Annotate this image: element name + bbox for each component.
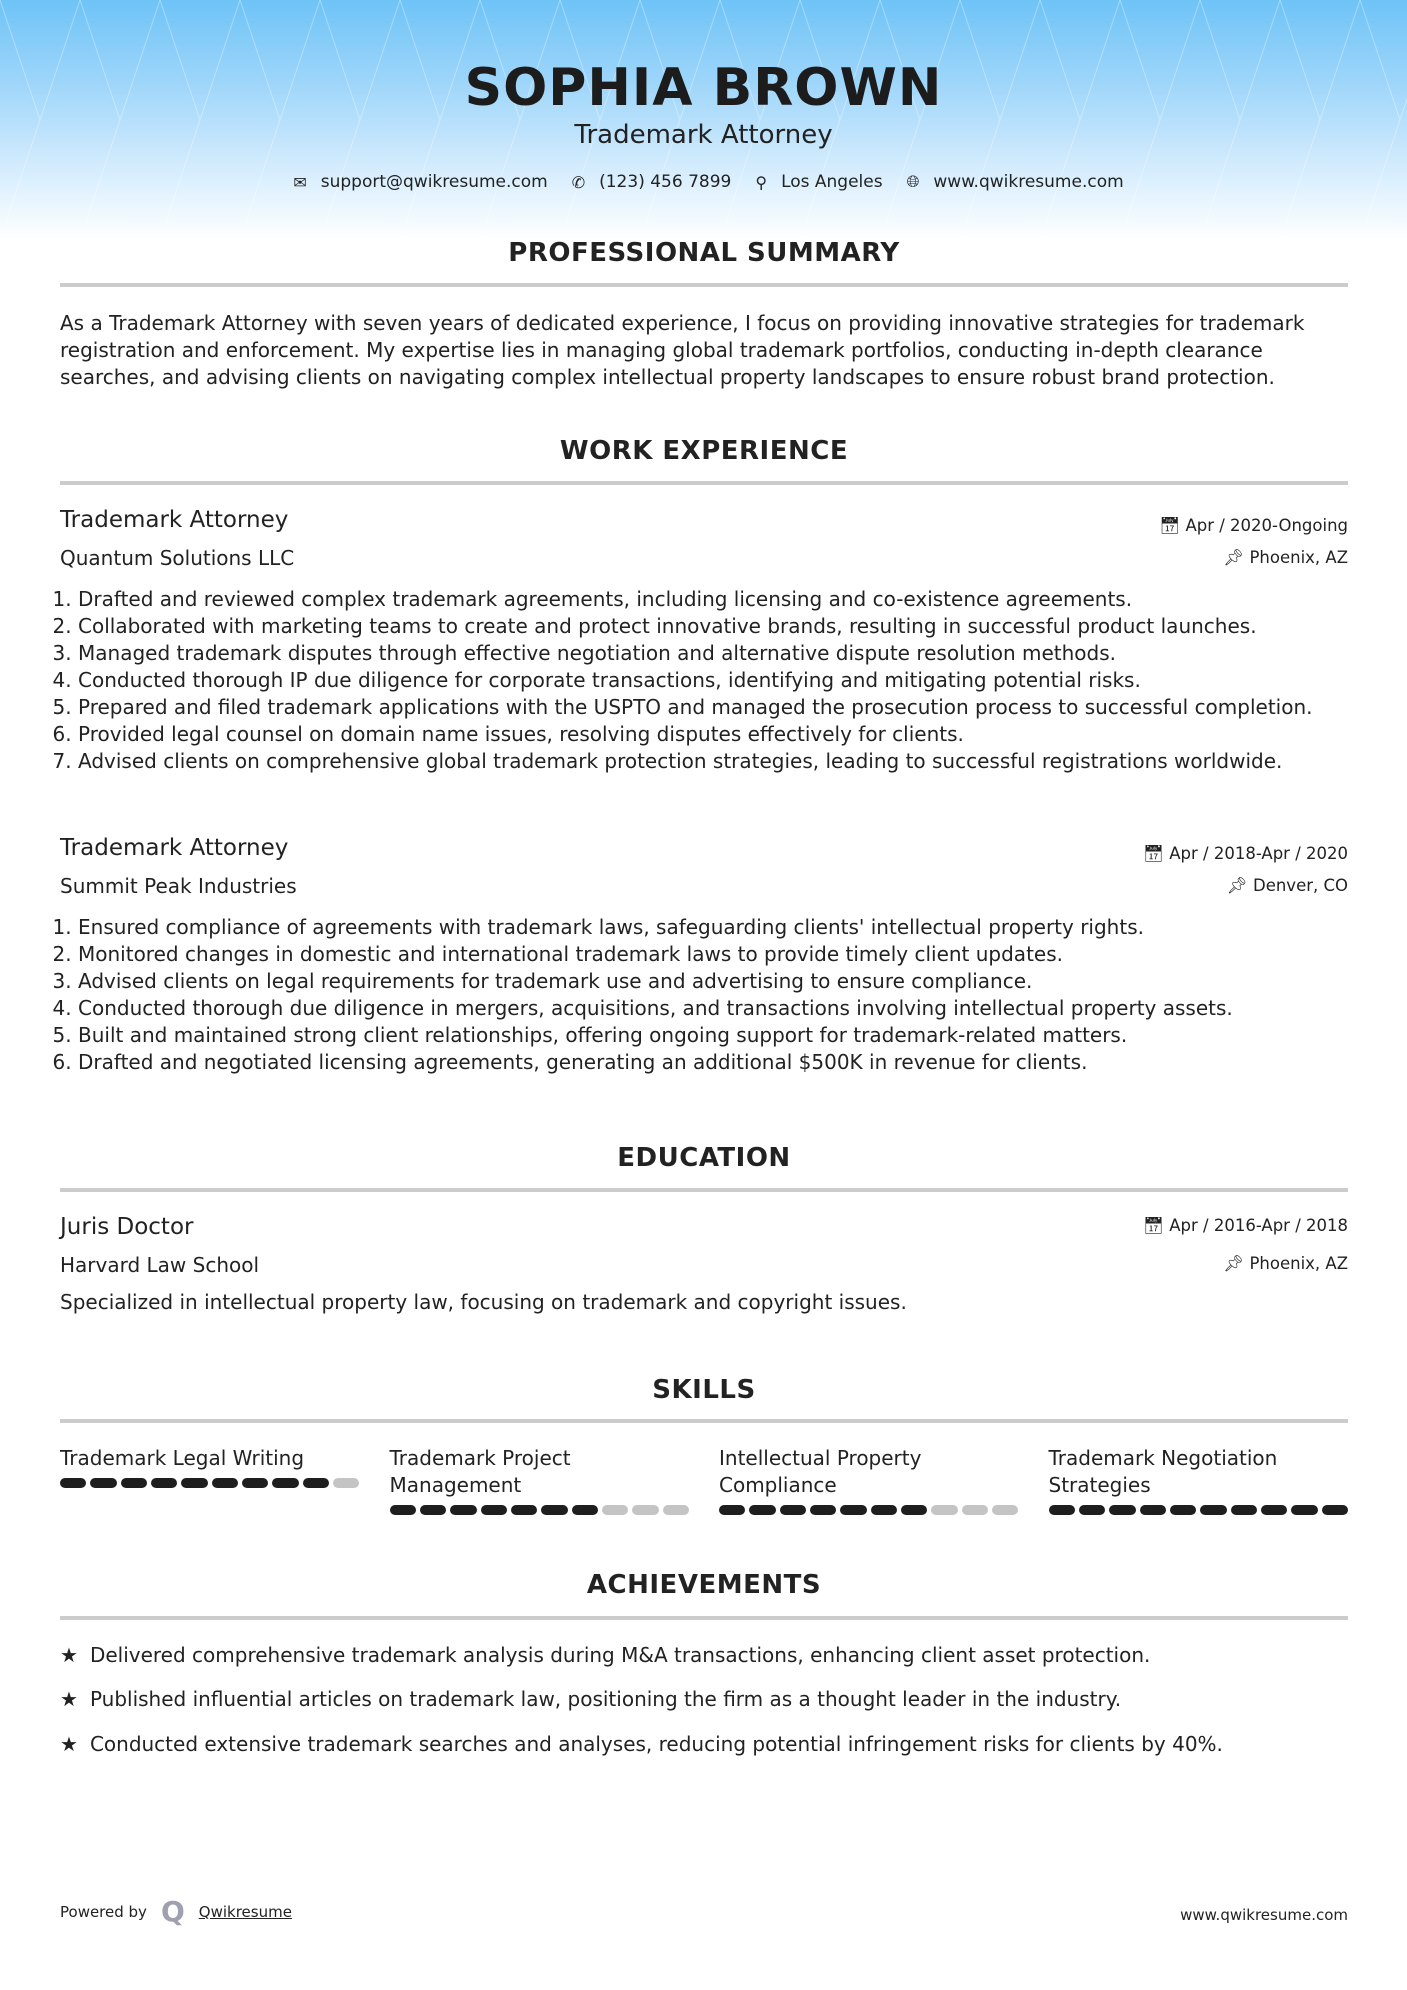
skill-level-segment — [871, 1505, 897, 1515]
candidate-name: SOPHIA BROWN — [464, 58, 943, 118]
skill-level-segment — [212, 1478, 238, 1488]
skill-level-segment — [333, 1478, 359, 1488]
skill-level-segment — [450, 1505, 476, 1515]
skill-item — [719, 1445, 1019, 1515]
skill-name: Trademark Legal Writing — [60, 1446, 305, 1470]
skill-level-segment — [1140, 1505, 1166, 1515]
pushpin-icon: 📌︎ — [1226, 876, 1253, 895]
list-item: 6. Drafted and negotiated licensing agreements, generating an additional $500K in revenue for clients. — [78, 1049, 1350, 1076]
website[interactable]: www.qwikresume.com — [933, 172, 1124, 192]
skill-level-bar — [60, 1478, 360, 1488]
section-heading-summary: PROFESSIONAL SUMMARY — [508, 238, 900, 268]
divider — [60, 1616, 1348, 1620]
list-item: 5. Prepared and filed trademark applications with the USPTO and managed the prosecution process to successful completion. — [78, 694, 1350, 721]
achievement-item: ★ Published influential articles on trademark law, positioning the firm as a thought leader in the industry. — [60, 1687, 1122, 1711]
job-title: Trademark Attorney — [60, 507, 289, 533]
powered-by-label: Powered by — [60, 1903, 147, 1921]
job-company: Summit Peak Industries — [60, 874, 297, 898]
map-pin-icon: ⚲ — [755, 172, 768, 192]
phone-icon: ✆ — [571, 172, 586, 192]
section-heading-education: EDUCATION — [617, 1143, 791, 1173]
skill-name: Trademark Project Management — [389, 1446, 571, 1497]
skill-level-bar — [719, 1505, 1019, 1515]
candidate-title: Trademark Attorney — [574, 120, 833, 150]
skill-item — [390, 1445, 690, 1515]
list-item: 2. Monitored changes in domestic and international trademark laws to provide timely client updates. — [78, 941, 1350, 968]
skill-level-segment — [572, 1505, 598, 1515]
skill-level-segment — [390, 1505, 416, 1515]
degree: Juris Doctor — [60, 1214, 194, 1240]
qwikresume-logo-icon: Q — [160, 1895, 185, 1928]
skill-level-segment — [121, 1478, 147, 1488]
star-badge-icon: ★ — [60, 1643, 78, 1667]
skill-level-segment — [1322, 1505, 1348, 1515]
job-bullets — [60, 586, 1350, 775]
skill-level-segment — [272, 1478, 298, 1488]
divider — [60, 481, 1348, 485]
skill-level-segment — [481, 1505, 507, 1515]
skill-level-segment — [303, 1478, 329, 1488]
skill-level-segment — [1049, 1505, 1075, 1515]
list-item: 4. Conducted thorough IP due diligence for corporate transactions, identifying and mitigating potential risks. — [78, 667, 1350, 694]
email[interactable]: support@qwikresume.com — [320, 172, 548, 192]
section-heading-achievements: ACHIEVEMENTS — [586, 1570, 822, 1600]
achievement-item: ★ Delivered comprehensive trademark analysis during M&A transactions, enhancing client asset protection. — [60, 1643, 1151, 1667]
education-dates: 📅︎ Apr / 2016-Apr / 2018 — [1143, 1216, 1348, 1235]
skill-level-segment — [1079, 1505, 1105, 1515]
skill-level-segment — [931, 1505, 957, 1515]
education-description: Specialized in intellectual property law, focusing on trademark and copyright issues. — [60, 1290, 907, 1314]
divider — [60, 283, 1348, 287]
job-company: Quantum Solutions LLC — [60, 546, 295, 570]
skill-level-segment — [810, 1505, 836, 1515]
pushpin-icon: 📌︎ — [1223, 548, 1250, 567]
footer-powered — [60, 1895, 292, 1928]
footer-website[interactable]: www.qwikresume.com — [1180, 1906, 1348, 1924]
skill-level-segment — [541, 1505, 567, 1515]
skill-level-segment — [90, 1478, 116, 1488]
divider — [60, 1419, 1348, 1423]
list-item: 1. Drafted and reviewed complex trademark agreements, including licensing and co-existence agreements. — [78, 586, 1350, 613]
skill-level-segment — [992, 1505, 1018, 1515]
skill-item — [1049, 1445, 1349, 1515]
skill-level-segment — [602, 1505, 628, 1515]
skill-level-segment — [1261, 1505, 1287, 1515]
section-heading-skills: SKILLS — [652, 1375, 756, 1405]
envelope-icon: ✉ — [293, 172, 307, 192]
contact-row — [0, 172, 1407, 192]
list-item: 5. Built and maintained strong client relationships, offering ongoing support for trademark-related matters. — [78, 1022, 1350, 1049]
skill-level-segment — [840, 1505, 866, 1515]
skill-level-segment — [663, 1505, 689, 1515]
skill-level-segment — [1109, 1505, 1135, 1515]
skill-level-segment — [420, 1505, 446, 1515]
divider — [60, 1188, 1348, 1192]
skill-level-segment — [632, 1505, 658, 1515]
phone: (123) 456 7899 — [599, 172, 732, 192]
job-dates: 📅︎ Apr / 2018-Apr / 2020 — [1143, 844, 1348, 863]
star-badge-icon: ★ — [60, 1732, 78, 1756]
list-item: 4. Conducted thorough due diligence in mergers, acquisitions, and transactions involving intellectual property assets. — [78, 995, 1350, 1022]
skill-name: Trademark Negotiation Strategies — [1048, 1446, 1278, 1497]
skill-level-segment — [749, 1505, 775, 1515]
skill-level-segment — [901, 1505, 927, 1515]
skill-level-segment — [151, 1478, 177, 1488]
list-item: 3. Advised clients on legal requirements for trademark use and advertising to ensure compliance. — [78, 968, 1350, 995]
skill-level-segment — [242, 1478, 268, 1488]
job-location: 📌︎ Phoenix, AZ — [1223, 548, 1348, 567]
job-dates: 📅︎ Apr / 2020-Ongoing — [1159, 516, 1348, 535]
education-location: 📌︎ Phoenix, AZ — [1223, 1254, 1348, 1273]
skill-level-segment — [1170, 1505, 1196, 1515]
skill-level-segment — [511, 1505, 537, 1515]
section-heading-work: WORK EXPERIENCE — [559, 436, 849, 466]
achievement-item: ★ Conducted extensive trademark searches and analyses, reducing potential infringement risks for clients by 40%. — [60, 1732, 1223, 1756]
calendar-icon: 📅︎ — [1143, 844, 1170, 863]
star-badge-icon: ★ — [60, 1687, 78, 1711]
list-item: 6. Provided legal counsel on domain name issues, resolving disputes effectively for clients. — [78, 721, 1350, 748]
list-item: 1. Ensured compliance of agreements with trademark laws, safeguarding clients' intellectual property rights. — [78, 914, 1350, 941]
globe-icon: 🌐︎ — [906, 172, 920, 191]
skill-level-segment — [719, 1505, 745, 1515]
skill-level-segment — [1291, 1505, 1317, 1515]
pushpin-icon: 📌︎ — [1223, 1254, 1250, 1273]
skills-list — [60, 1445, 1348, 1515]
list-item: 3. Managed trademark disputes through effective negotiation and alternative dispute resolution methods. — [78, 640, 1350, 667]
skill-level-bar — [390, 1505, 690, 1515]
list-item: 2. Collaborated with marketing teams to create and protect innovative brands, resulting in successful product launches. — [78, 613, 1350, 640]
skill-item — [60, 1445, 360, 1515]
school: Harvard Law School — [60, 1253, 260, 1277]
summary-text: As a Trademark Attorney with seven years of dedicated experience, I focus on providing innovative strategies for trademark registration and enforcement. My expertise lies in managing global trademark portfolios, conducting in-depth clearance searches, and advising clients on navigating complex intellectual property landscapes to ensure robust brand protection. — [60, 311, 1305, 389]
skill-level-segment — [181, 1478, 207, 1488]
skill-level-segment — [60, 1478, 86, 1488]
skill-level-segment — [962, 1505, 988, 1515]
skill-level-bar — [1049, 1505, 1349, 1515]
qwikresume-link[interactable]: Qwikresume — [198, 1903, 292, 1921]
location: Los Angeles — [781, 172, 883, 192]
job-title: Trademark Attorney — [60, 835, 289, 861]
skill-level-segment — [1231, 1505, 1257, 1515]
calendar-icon: 📅︎ — [1143, 1216, 1170, 1235]
list-item: 7. Advised clients on comprehensive global trademark protection strategies, leading to successful registrations worldwide. — [78, 748, 1350, 775]
calendar-icon: 📅︎ — [1159, 516, 1186, 535]
skill-level-segment — [1200, 1505, 1226, 1515]
job-bullets — [60, 914, 1350, 1076]
job-location: 📌︎ Denver, CO — [1226, 876, 1348, 895]
skill-name: Intellectual Property Compliance — [719, 1446, 922, 1497]
skill-level-segment — [780, 1505, 806, 1515]
